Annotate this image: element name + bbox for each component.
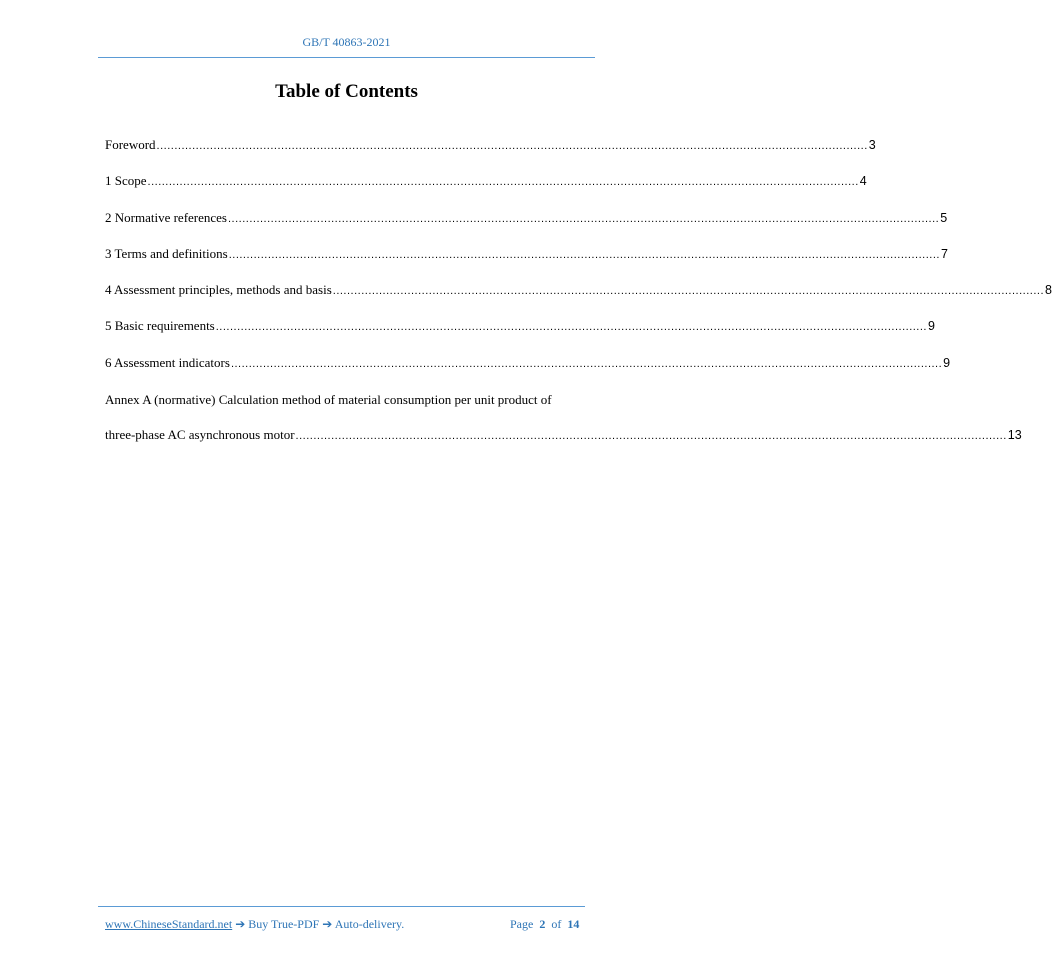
arrow-icon: ➔ bbox=[322, 917, 333, 931]
header-divider bbox=[98, 57, 595, 58]
toc-entry-foreword[interactable] bbox=[105, 137, 876, 173]
toc-entry-label: Foreword bbox=[105, 137, 156, 152]
footer-promo bbox=[105, 917, 404, 932]
standard-code: GB/T 40863-2021 bbox=[302, 35, 391, 49]
arrow-icon: ➔ bbox=[235, 917, 246, 931]
footer-divider bbox=[98, 906, 585, 907]
table-of-contents bbox=[105, 137, 1052, 463]
toc-entry-assessment-principles[interactable] bbox=[105, 282, 1052, 318]
toc-entry-scope[interactable] bbox=[105, 173, 867, 209]
toc-entry-page: 13 bbox=[1007, 428, 1022, 443]
page-number bbox=[510, 917, 579, 932]
dot-leader: ........................................................................................................................................................................................................ bbox=[156, 140, 868, 152]
toc-entry-label: 4 Assessment principles, methods and basis bbox=[105, 282, 332, 298]
page-word: Page bbox=[510, 917, 534, 931]
auto-delivery-text: Auto-delivery. bbox=[334, 917, 405, 931]
toc-entry-terms-and-definitions[interactable] bbox=[105, 245, 948, 282]
toc-entry-label: 2 Normative references bbox=[105, 209, 227, 225]
toc-entry-page: 7 bbox=[940, 246, 948, 261]
buy-true-pdf-link[interactable]: Buy True-PDF bbox=[248, 917, 320, 931]
toc-entry-page: 8 bbox=[1045, 283, 1052, 298]
toc-entry-page: 9 bbox=[927, 319, 935, 334]
dot-leader: ........................................................................................................................................................................................................ bbox=[230, 357, 943, 370]
toc-entry-label: 5 Basic requirements bbox=[105, 318, 215, 334]
dot-leader: ........................................................................................................................................................................................................ bbox=[228, 248, 940, 261]
toc-entry-page: 3 bbox=[868, 138, 876, 152]
toc-entry-label: 1 Scope bbox=[105, 173, 147, 189]
toc-entry-page: 9 bbox=[943, 355, 951, 370]
toc-entry-label-continued: three-phase AC asynchronous motor bbox=[105, 427, 295, 443]
toc-entry-basic-requirements[interactable] bbox=[105, 318, 935, 354]
toc-entry-page: 4 bbox=[859, 174, 867, 189]
current-page: 2 bbox=[539, 917, 546, 931]
total-pages: 14 bbox=[567, 917, 580, 931]
of-word: of bbox=[551, 917, 562, 931]
toc-entry-label: Annex A (normative) Calculation method of material consumption per unit product of bbox=[105, 392, 552, 408]
toc-entry-continuation bbox=[105, 427, 1022, 463]
toc-entry-assessment-indicators[interactable] bbox=[105, 354, 951, 391]
site-link[interactable]: www.ChineseStandard.net bbox=[105, 917, 233, 931]
toc-entry-normative-references[interactable] bbox=[105, 209, 948, 246]
toc-entry-label: 6 Assessment indicators bbox=[105, 354, 230, 370]
dot-leader: ........................................................................................................................................................................................................ bbox=[295, 430, 1007, 443]
dot-leader: ........................................................................................................................................................................................................ bbox=[332, 285, 1044, 298]
dot-leader: ........................................................................................................................................................................................................ bbox=[147, 176, 859, 189]
toc-entry-annex-a[interactable] bbox=[105, 391, 1022, 463]
page-title: Table of Contents bbox=[275, 81, 418, 102]
dot-leader: ........................................................................................................................................................................................................ bbox=[215, 321, 927, 334]
dot-leader: ........................................................................................................................................................................................................ bbox=[228, 212, 940, 225]
toc-entry-label: 3 Terms and definitions bbox=[105, 245, 228, 261]
toc-entry-page: 5 bbox=[940, 210, 948, 225]
